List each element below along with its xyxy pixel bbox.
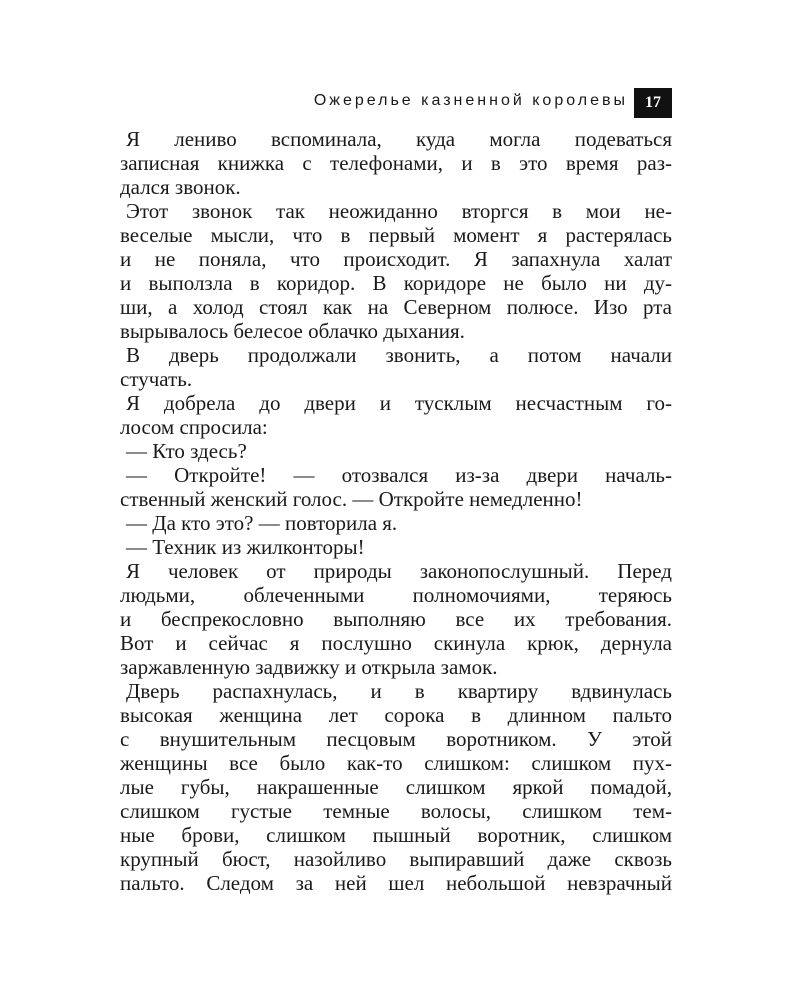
text-line: и выползла в коридор. В коридоре не было ни ду- <box>120 271 672 295</box>
text-line: — Откройте! — отозвался из-за двери началь- <box>126 463 672 487</box>
text-line: лосом спросила: <box>120 415 268 439</box>
text-line: веселые мысли, что в первый момент я растерялась <box>120 223 672 247</box>
text-line: стучать. <box>120 367 193 391</box>
text-line: Я добрела до двери и тусклым несчастным го- <box>126 391 672 415</box>
text-line: пальто. Следом за ней шел небольшой невзрачный <box>120 871 672 895</box>
text-line: людьми, облеченными полномочиями, теряюсь <box>120 583 672 607</box>
text-line: — Кто здесь? <box>126 439 247 463</box>
text-line: — Техник из жилконторы! <box>126 535 365 559</box>
running-title: Ожерелье казненной королевы <box>313 92 628 109</box>
text-line: В дверь продолжали звонить, а потом начали <box>126 343 672 367</box>
text-line: заржавленную задвижку и открыла замок. <box>120 655 498 679</box>
text-line: дался звонок. <box>120 175 241 199</box>
page-number: 17 <box>634 88 672 118</box>
text-line: вырывалось белесое облачко дыхания. <box>120 319 465 343</box>
text-line: и беспрекословно выполняю все их требования. <box>120 607 672 631</box>
text-line: и не поняла, что происходит. Я запахнула халат <box>120 247 672 271</box>
text-line: ственный женский голос. — Откройте немедленно! <box>120 487 583 511</box>
text-body <box>120 127 672 895</box>
text-line: Вот и сейчас я послушно скинула крюк, дернула <box>120 631 672 655</box>
text-line: высокая женщина лет сорока в длинном пальто <box>120 703 672 727</box>
text-line: слишком густые темные волосы, слишком тем- <box>120 799 672 823</box>
text-line: женщины все было как-то слишком: слишком пух- <box>120 751 672 775</box>
text-line: Я лениво вспоминала, куда могла подеваться <box>126 127 672 151</box>
page-header <box>0 88 672 118</box>
text-line: крупный бюст, назойливо выпиравший даже сквозь <box>120 847 672 871</box>
text-line: лые губы, накрашенные слишком яркой помадой, <box>120 775 672 799</box>
text-line: Дверь распахнулась, и в квартиру вдвинулась <box>126 679 672 703</box>
text-line: ные брови, слишком пышный воротник, слишком <box>120 823 672 847</box>
text-line: Я человек от природы законопослушный. Перед <box>126 559 672 583</box>
text-line: с внушительным песцовым воротником. У этой <box>120 727 672 751</box>
text-line: ши, а холод стоял как на Северном полюсе. Изо рта <box>120 295 672 319</box>
text-line: Этот звонок так неожиданно вторгся в мои не- <box>126 199 672 223</box>
text-line: — Да кто это? — повторила я. <box>126 511 398 535</box>
text-line: записная книжка с телефонами, и в это время раз- <box>120 151 672 175</box>
